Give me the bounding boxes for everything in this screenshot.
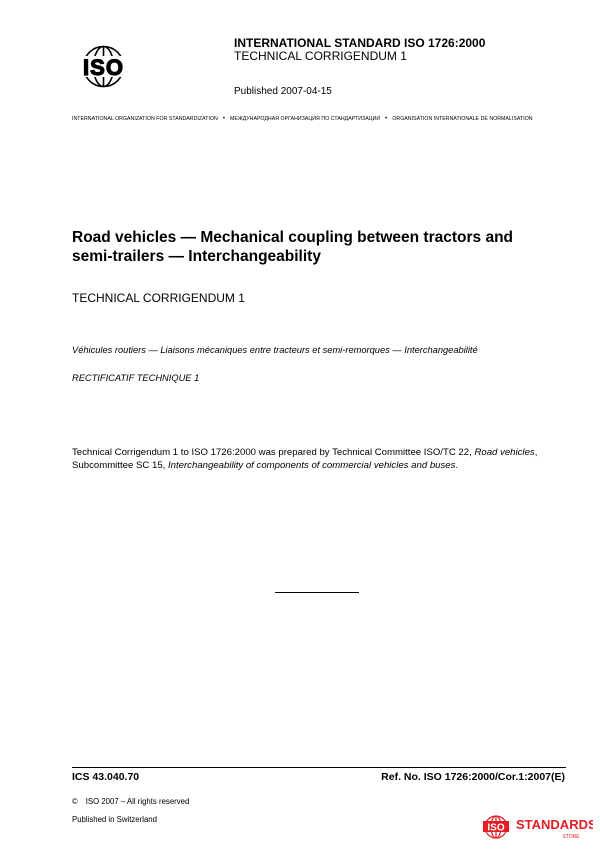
ics-code: ICS 43.040.70 — [72, 771, 140, 783]
iso-logo-text: ISO — [83, 55, 124, 80]
standards-store-watermark — [481, 813, 593, 843]
watermark-iso-text: ISO — [487, 822, 505, 834]
org-separator: • — [385, 116, 388, 122]
corrigendum-number: TECHNICAL CORRIGENDUM 1 — [234, 49, 407, 63]
body-text-part: . — [455, 460, 459, 471]
copyright-text: ISO 2007 – All rights reserved — [85, 797, 190, 806]
watermark-store-text: STORE — [562, 834, 580, 840]
french-title: Véhicules routiers — Liaisons mécaniques entre tracteurs et semi-remorques — Interchangeabilité — [72, 345, 478, 355]
publication-date: Published 2007-04-15 — [234, 86, 332, 97]
standard-title: INTERNATIONAL STANDARD ISO 1726:2000 — [234, 36, 486, 50]
body-text-part: , Subcommittee SC 15, — [72, 447, 538, 471]
end-separator-line — [275, 592, 359, 593]
footer-rule — [72, 767, 566, 768]
body-text-italic: Road vehicles — [474, 447, 535, 458]
document-title-line-2: semi-trailers — Interchangeability — [72, 248, 321, 265]
organization-names — [72, 116, 533, 122]
technical-corrigendum-label: TECHNICAL CORRIGENDUM 1 — [72, 291, 245, 305]
document-title — [72, 228, 542, 266]
published-in: Published in Switzerland — [72, 815, 157, 824]
body-paragraph — [72, 446, 568, 472]
reference-number: Ref. No. ISO 1726:2000/Cor.1:2007(E) — [381, 771, 565, 783]
french-corrigendum-label: RECTIFICATIF TECHNIQUE 1 — [72, 373, 200, 383]
org-name-en: INTERNATIONAL ORGANIZATION FOR STANDARDIZATION — [72, 116, 218, 122]
copyright-notice — [72, 797, 189, 806]
watermark-brand-text: STANDARDS — [516, 817, 593, 832]
iso-logo — [71, 38, 136, 95]
org-separator: • — [222, 116, 225, 122]
iso-logo-graphic — [71, 38, 136, 95]
org-name-fr: ORGANISATION INTERNATIONALE DE NORMALISATION — [392, 116, 533, 122]
document-title-line-1: Road vehicles — Mechanical coupling between tractors and — [72, 229, 514, 246]
body-text-part: Technical Corrigendum 1 to ISO 1726:2000 was prepared by Technical Committee ISO/TC 22, — [72, 447, 475, 458]
org-name-ru: МЕЖДУНАРОДНАЯ ОРГАНИЗАЦИЯ ПО СТАНДАРТИЗАЦИИ — [229, 116, 381, 122]
standards-store-logo — [481, 813, 593, 843]
copyright-symbol: © — [72, 797, 78, 806]
body-text-italic: Interchangeability of components of commercial vehicles and buses — [167, 460, 456, 471]
